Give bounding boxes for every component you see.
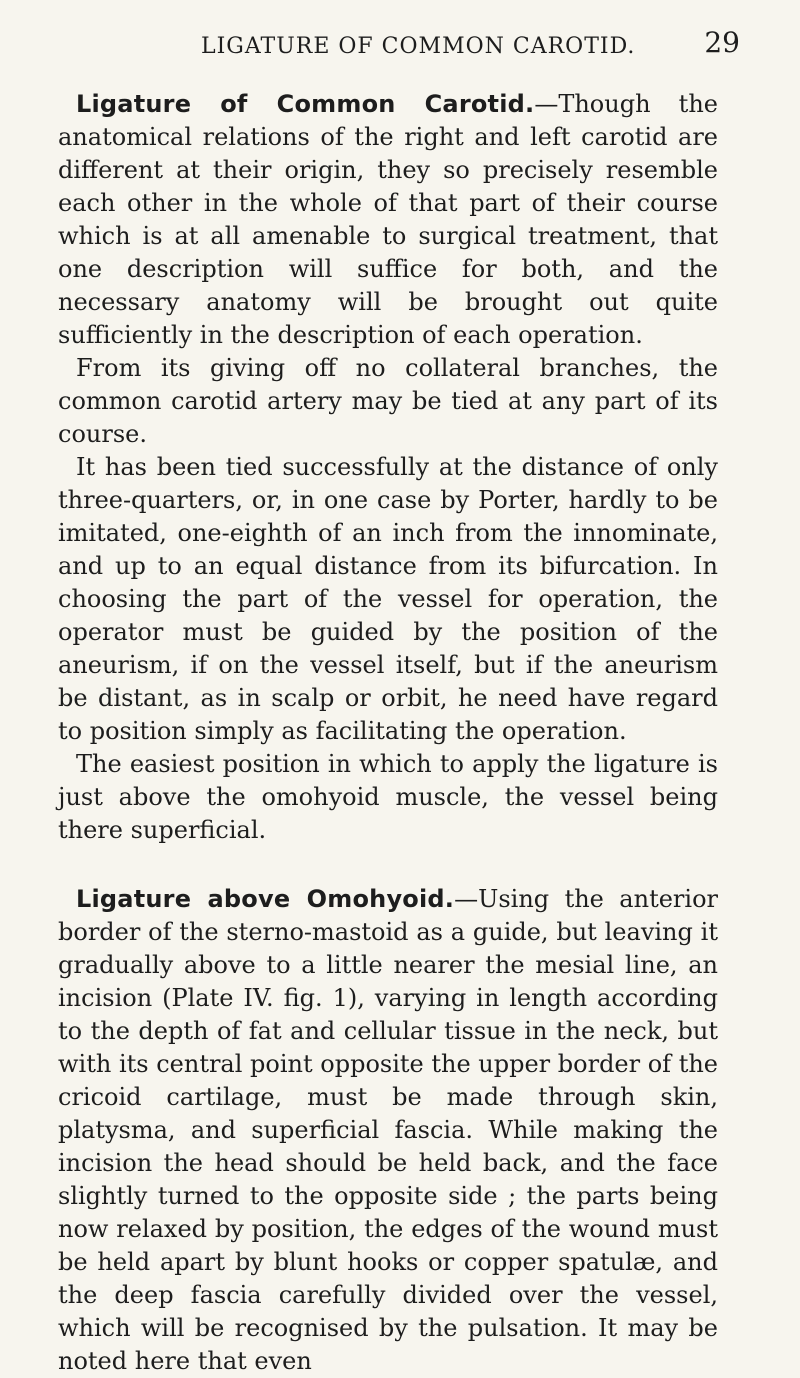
paragraph-collateral-branches	[58, 352, 718, 451]
page-title: LIGATURE OF COMMON CAROTID.	[201, 34, 636, 59]
section-heading-above-omohyoid: Ligature above Omohyoid.	[76, 885, 455, 913]
paragraph-text: It has been tied successfully at the distance of only three-quarters, or, in one case by Porter, hardly to be imitated, one-eighth of an inch from the innominate, and up to an equal distance from its bifurcation. In choosing the part of the vessel for operation, the operator must be guided by the position of the aneurism, if on the vessel itself, but if the aneurism be distant, as in scalp or orbit, he need have regard to position simply as facilitating the operation.	[58, 453, 718, 745]
paragraph-tied-successfully	[58, 451, 718, 748]
paragraph-text: The easiest position in which to apply the ligature is just above the omohyoid muscle, the vessel being there superficial.	[58, 750, 718, 844]
page-number: 29	[704, 26, 740, 59]
paragraph-text: —Using the anterior border of the sterno-mastoid as a guide, but leaving it gradually above to a little nearer the mesial line, an incision (Plate IV. fig. 1), varying in length according to the depth of fat and cellular tissue in the neck, but with its central point opposite the upper border of the cricoid cartilage, must be made through skin, platysma, and superficial fascia. While making the incision the head should be held back, and the face slightly turned to the opposite side ; the parts being now relaxed by position, the edges of the wound must be held apart by blunt hooks or copper spatulæ, and the deep fascia carefully divided over the vessel, which will be recognised by the pulsation. It may be noted here that even	[58, 885, 718, 1375]
paragraph-easiest-position	[58, 748, 718, 847]
paragraph-common-carotid	[58, 88, 718, 352]
paragraph-text: From its giving off no collateral branches, the common carotid artery may be tied at any part of its course.	[58, 354, 718, 448]
paragraph-above-omohyoid	[58, 883, 718, 1378]
section-gap	[58, 847, 718, 883]
body-text	[58, 88, 718, 1378]
paragraph-text: —Though the anatomical relations of the right and left carotid are different at their origin, they so precisely resemble each other in the whole of that part of their course which is at all amenable to surgical treatment, that one description will suffice for both, and the necessary anatomy will be brought out quite sufficiently in the description of each operation.	[58, 90, 718, 349]
section-heading-common-carotid: Ligature of Common Carotid.	[76, 90, 535, 118]
running-head	[58, 18, 740, 60]
